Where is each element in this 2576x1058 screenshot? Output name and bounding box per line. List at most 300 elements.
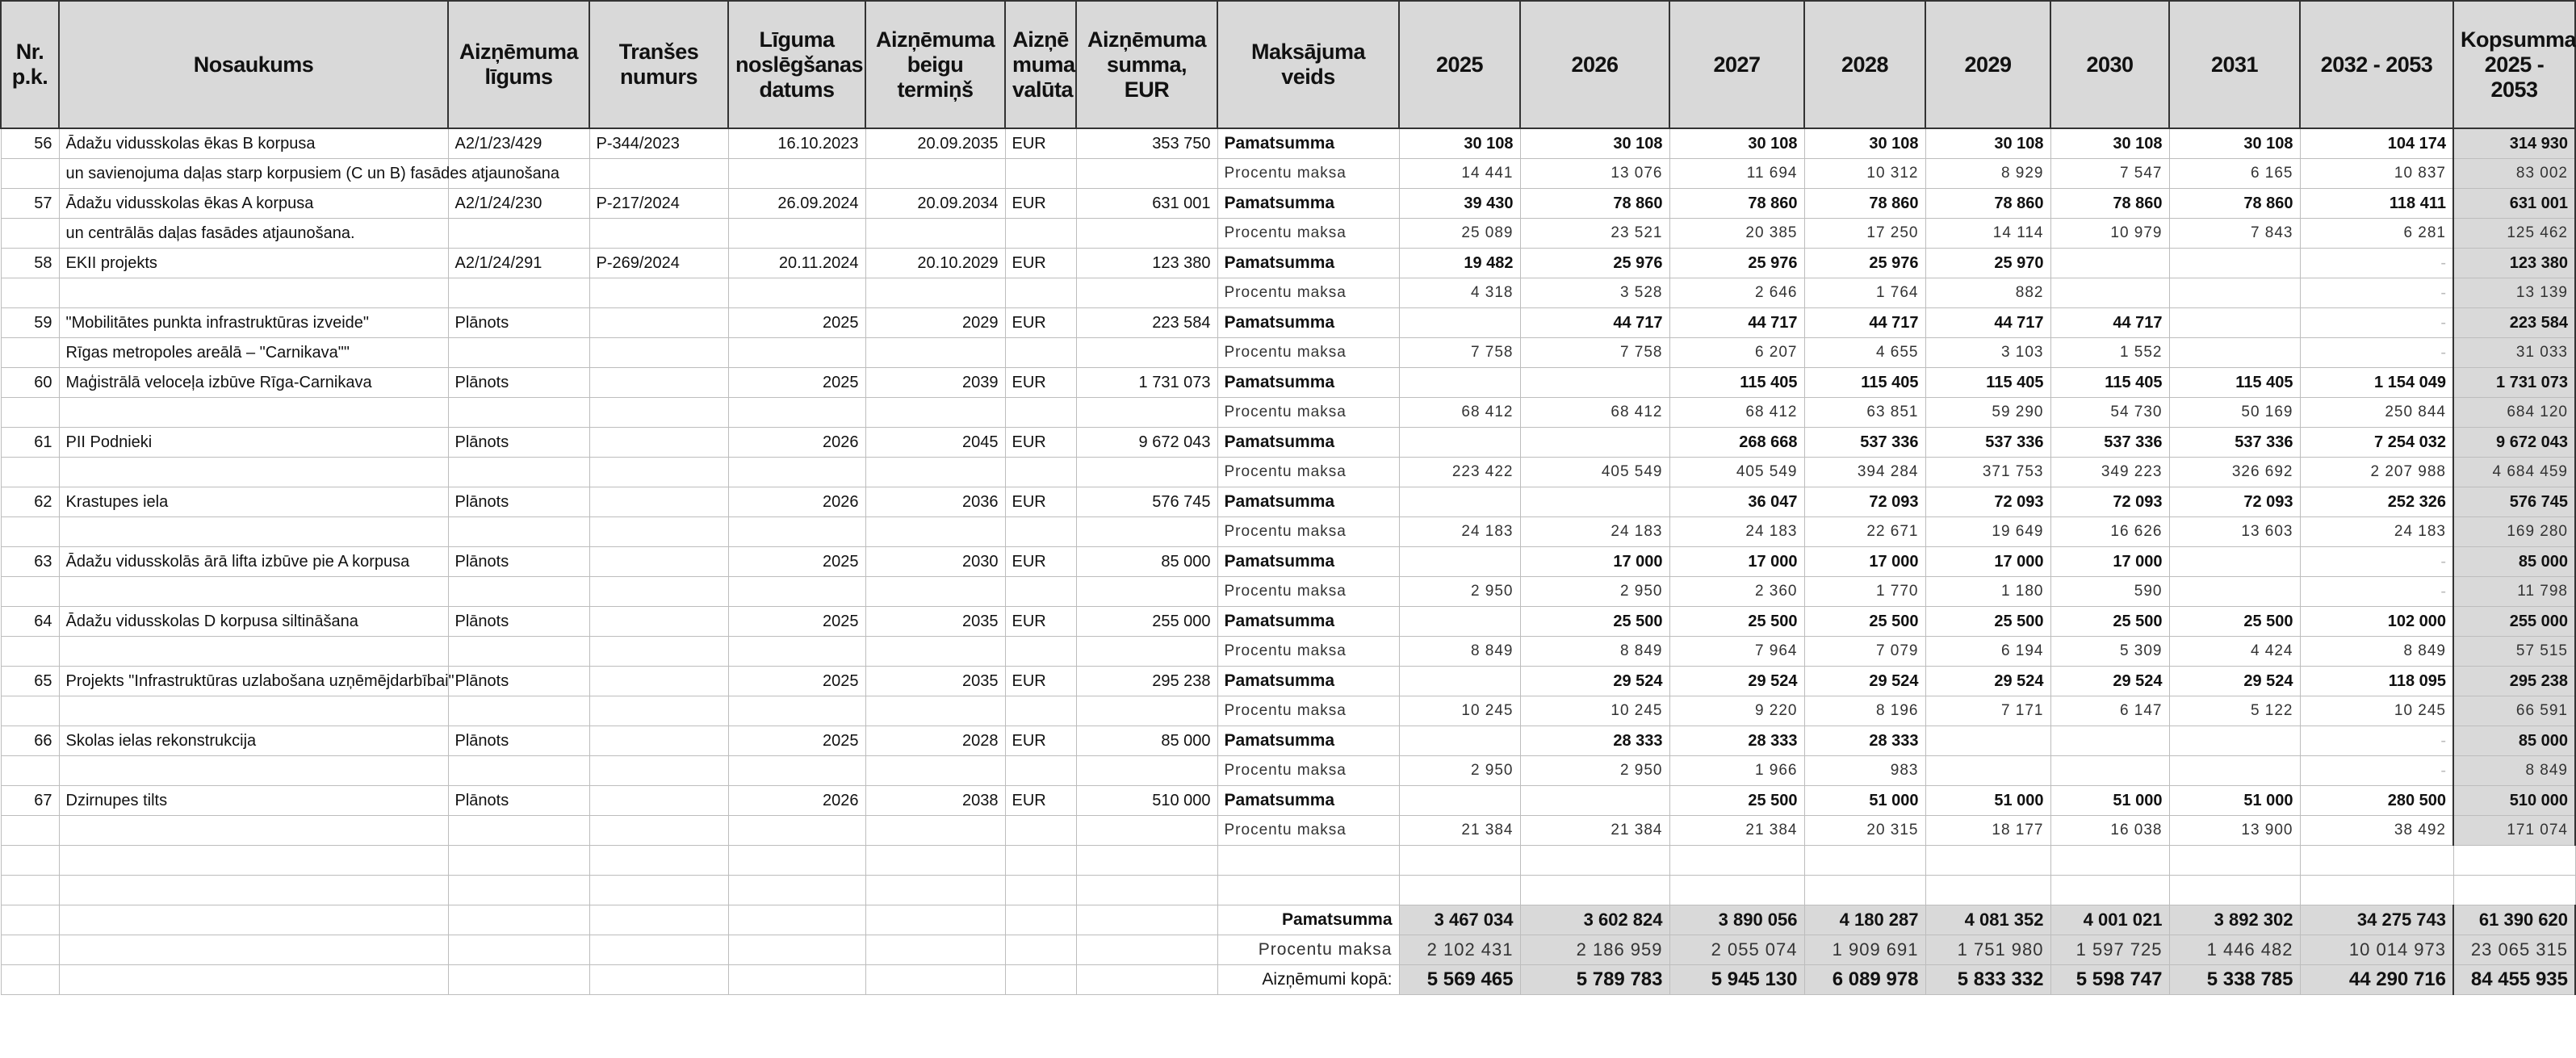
project-name-cont [59, 457, 448, 487]
interest-value: 13 900 [2169, 815, 2300, 845]
empty-cell [865, 905, 1005, 935]
empty-cell [1, 964, 59, 994]
principal-value: 72 093 [2169, 487, 2300, 516]
empty-cell [1399, 845, 1520, 875]
interest-value: 8 929 [1925, 158, 2050, 188]
interest-value: 22 671 [1804, 516, 1925, 546]
payment-type: Pamatsumma [1217, 367, 1399, 397]
interest-value: 7 964 [1669, 636, 1804, 666]
interest-value: 882 [1925, 278, 2050, 307]
interest-value: 6 147 [2050, 696, 2169, 726]
interest-total: 11 798 [2453, 576, 2575, 606]
principal-value: 51 000 [1804, 785, 1925, 815]
loan-sum: 223 584 [1076, 307, 1217, 337]
principal-value: - [2300, 546, 2453, 576]
empty-cell [1, 576, 59, 606]
principal-value [1520, 487, 1669, 516]
row-number: 66 [1, 726, 59, 755]
row-number: 57 [1, 188, 59, 218]
empty-cell [448, 935, 589, 964]
empty-cell [728, 905, 865, 935]
empty-cell [2300, 845, 2453, 875]
project-name: Ādažu vidusskolas ēkas B korpusa [59, 128, 448, 158]
agreement-date: 2025 [728, 307, 865, 337]
empty-cell [448, 516, 589, 546]
empty-cell [448, 905, 589, 935]
agreement-number: Plānots [448, 546, 589, 576]
empty-cell [1520, 875, 1669, 905]
interest-value [2169, 755, 2300, 785]
table-row [1, 158, 2575, 188]
empty-cell [1005, 397, 1076, 427]
blank-row [1, 875, 2575, 905]
table-row [1, 696, 2575, 726]
principal-value: 51 000 [2169, 785, 2300, 815]
table-row [1, 248, 2575, 278]
interest-value: 8 849 [1399, 636, 1520, 666]
totals-value: 10 014 973 [2300, 935, 2453, 964]
empty-cell [448, 755, 589, 785]
table-row [1, 188, 2575, 218]
totals-value: 84 455 935 [2453, 964, 2575, 994]
loan-sum: 9 672 043 [1076, 427, 1217, 457]
empty-cell [865, 696, 1005, 726]
interest-value: 326 692 [2169, 457, 2300, 487]
table-row [1, 815, 2575, 845]
totals-value: 3 602 824 [1520, 905, 1669, 935]
interest-value: 68 412 [1669, 397, 1804, 427]
totals-value: 23 065 315 [2453, 935, 2575, 964]
principal-total: 295 238 [2453, 666, 2575, 696]
end-date: 2039 [865, 367, 1005, 397]
table-row [1, 726, 2575, 755]
interest-value: 11 694 [1669, 158, 1804, 188]
interest-value: 21 384 [1399, 815, 1520, 845]
payment-type: Procentu maksa [1217, 218, 1399, 248]
principal-value [2169, 307, 2300, 337]
empty-cell [1, 218, 59, 248]
principal-value: 78 860 [1669, 188, 1804, 218]
empty-cell [1669, 845, 1804, 875]
empty-cell [1, 457, 59, 487]
loan-sum: 631 001 [1076, 188, 1217, 218]
interest-value: 18 177 [1925, 815, 2050, 845]
header-name: Nosaukums [59, 1, 448, 128]
principal-value: 17 000 [2050, 546, 2169, 576]
payment-type: Procentu maksa [1217, 516, 1399, 546]
interest-value: 983 [1804, 755, 1925, 785]
header-date: Līguma noslēgšanas datums [728, 1, 865, 128]
principal-value: 29 524 [1669, 666, 1804, 696]
end-date: 2028 [865, 726, 1005, 755]
interest-value [2050, 755, 2169, 785]
empty-cell [1076, 457, 1217, 487]
project-name-cont [59, 576, 448, 606]
row-number: 62 [1, 487, 59, 516]
interest-value: 4 318 [1399, 278, 1520, 307]
table-row [1, 397, 2575, 427]
principal-value: 115 405 [1925, 367, 2050, 397]
interest-total: 31 033 [2453, 337, 2575, 367]
row-number: 59 [1, 307, 59, 337]
end-date: 2038 [865, 785, 1005, 815]
empty-cell [448, 875, 589, 905]
interest-value: 24 183 [1399, 516, 1520, 546]
interest-value: 10 312 [1804, 158, 1925, 188]
interest-value: 24 183 [1669, 516, 1804, 546]
empty-cell [1076, 397, 1217, 427]
currency: EUR [1005, 606, 1076, 636]
principal-value [1399, 307, 1520, 337]
interest-value: 7 758 [1399, 337, 1520, 367]
payment-type: Procentu maksa [1217, 576, 1399, 606]
principal-value: 51 000 [1925, 785, 2050, 815]
interest-value: 2 950 [1520, 576, 1669, 606]
interest-value [2169, 576, 2300, 606]
interest-value: 10 245 [1399, 696, 1520, 726]
principal-value: 51 000 [2050, 785, 2169, 815]
agreement-date: 2026 [728, 785, 865, 815]
agreement-number: Plānots [448, 367, 589, 397]
payment-type: Pamatsumma [1217, 546, 1399, 576]
interest-value: 1 180 [1925, 576, 2050, 606]
row-number: 63 [1, 546, 59, 576]
empty-cell [1, 935, 59, 964]
project-name-cont [59, 636, 448, 666]
totals-value: 1 597 725 [2050, 935, 2169, 964]
interest-value: 13 076 [1520, 158, 1669, 188]
interest-total: 66 591 [2453, 696, 2575, 726]
empty-cell [1669, 875, 1804, 905]
empty-cell [59, 935, 448, 964]
end-date: 20.09.2035 [865, 128, 1005, 158]
agreement-number: Plānots [448, 427, 589, 457]
totals-value: 5 945 130 [1669, 964, 1804, 994]
payment-type: Pamatsumma [1217, 188, 1399, 218]
empty-cell [2453, 875, 2575, 905]
interest-value: 50 169 [2169, 397, 2300, 427]
end-date: 2030 [865, 546, 1005, 576]
interest-value: 2 646 [1669, 278, 1804, 307]
agreement-number: Plānots [448, 487, 589, 516]
totals-value: 2 186 959 [1520, 935, 1669, 964]
header-year: 2027 [1669, 1, 1804, 128]
interest-value: 54 730 [2050, 397, 2169, 427]
table-row [1, 666, 2575, 696]
row-number: 58 [1, 248, 59, 278]
empty-cell [1, 278, 59, 307]
principal-value: 72 093 [1804, 487, 1925, 516]
empty-cell [1925, 845, 2050, 875]
loan-sum: 576 745 [1076, 487, 1217, 516]
principal-value: 30 108 [2169, 128, 2300, 158]
principal-value: 30 108 [1399, 128, 1520, 158]
table-row [1, 278, 2575, 307]
principal-value: 537 336 [2169, 427, 2300, 457]
project-name-cont [59, 696, 448, 726]
agreement-number: Plānots [448, 606, 589, 636]
principal-value: 17 000 [1669, 546, 1804, 576]
principal-value: 30 108 [2050, 128, 2169, 158]
empty-cell [728, 636, 865, 666]
empty-cell [589, 457, 728, 487]
empty-cell [865, 845, 1005, 875]
empty-cell [865, 964, 1005, 994]
interest-value: 405 549 [1520, 457, 1669, 487]
principal-value: 28 333 [1804, 726, 1925, 755]
agreement-date: 2026 [728, 427, 865, 457]
interest-value: 8 849 [1520, 636, 1669, 666]
tranche-number: P-217/2024 [589, 188, 728, 218]
principal-value: 25 970 [1925, 248, 2050, 278]
loan-sum: 85 000 [1076, 546, 1217, 576]
empty-cell [59, 905, 448, 935]
row-number: 67 [1, 785, 59, 815]
currency: EUR [1005, 427, 1076, 457]
project-name-cont [59, 397, 448, 427]
agreement-date: 26.09.2024 [728, 188, 865, 218]
interest-value: 1 770 [1804, 576, 1925, 606]
empty-cell [1804, 875, 1925, 905]
empty-cell [1520, 845, 1669, 875]
table-row [1, 457, 2575, 487]
principal-total: 123 380 [2453, 248, 2575, 278]
payment-type: Pamatsumma [1217, 487, 1399, 516]
principal-value: 252 326 [2300, 487, 2453, 516]
empty-cell [1, 875, 59, 905]
tranche-number [589, 367, 728, 397]
interest-value: 4 655 [1804, 337, 1925, 367]
principal-value: 30 108 [1804, 128, 1925, 158]
interest-value: 38 492 [2300, 815, 2453, 845]
currency: EUR [1005, 666, 1076, 696]
payment-type: Procentu maksa [1217, 696, 1399, 726]
principal-value: 280 500 [2300, 785, 2453, 815]
payment-type: Pamatsumma [1217, 726, 1399, 755]
principal-value [1399, 726, 1520, 755]
interest-value [2050, 278, 2169, 307]
principal-value [2169, 248, 2300, 278]
principal-value: 29 524 [2169, 666, 2300, 696]
tranche-number [589, 307, 728, 337]
totals-label: Pamatsumma [1217, 905, 1399, 935]
principal-value [1399, 546, 1520, 576]
empty-cell [728, 845, 865, 875]
currency: EUR [1005, 487, 1076, 516]
loan-sum: 255 000 [1076, 606, 1217, 636]
totals-label: Procentu maksa [1217, 935, 1399, 964]
header-total: Kopsumma 2025 - 2053 [2453, 1, 2575, 128]
header-type: Maksājuma veids [1217, 1, 1399, 128]
table-row [1, 546, 2575, 576]
header-end: Aizņēmuma beigu termiņš [865, 1, 1005, 128]
principal-value: 44 717 [1669, 307, 1804, 337]
empty-cell [448, 337, 589, 367]
end-date: 20.09.2034 [865, 188, 1005, 218]
empty-cell [865, 935, 1005, 964]
interest-value: - [2300, 278, 2453, 307]
empty-cell [589, 576, 728, 606]
header-tranche: Tranšes numurs [589, 1, 728, 128]
empty-cell [1076, 278, 1217, 307]
empty-cell [728, 935, 865, 964]
principal-value [1399, 487, 1520, 516]
principal-value: 72 093 [2050, 487, 2169, 516]
empty-cell [589, 696, 728, 726]
empty-cell [1076, 516, 1217, 546]
empty-cell [1925, 875, 2050, 905]
empty-cell [1076, 158, 1217, 188]
project-name-cont: un savienojuma daļas starp korpusiem (C un B) fasādes atjaunošana [59, 158, 448, 188]
interest-total: 684 120 [2453, 397, 2575, 427]
table-row [1, 755, 2575, 785]
currency: EUR [1005, 367, 1076, 397]
empty-cell [1005, 636, 1076, 666]
empty-cell [2050, 875, 2169, 905]
empty-cell [1076, 845, 1217, 875]
empty-cell [589, 845, 728, 875]
payment-type: Procentu maksa [1217, 397, 1399, 427]
interest-value: 1 966 [1669, 755, 1804, 785]
agreement-number: A2/1/24/230 [448, 188, 589, 218]
interest-value: 590 [2050, 576, 2169, 606]
empty-cell [1076, 905, 1217, 935]
end-date: 2035 [865, 606, 1005, 636]
empty-cell [1005, 696, 1076, 726]
currency: EUR [1005, 546, 1076, 576]
interest-value: 7 843 [2169, 218, 2300, 248]
totals-value: 44 290 716 [2300, 964, 2453, 994]
project-name: Maģistrālā veloceļa izbūve Rīga-Carnikava [59, 367, 448, 397]
principal-value: - [2300, 248, 2453, 278]
empty-cell [1005, 815, 1076, 845]
principal-value [1520, 427, 1669, 457]
interest-value: 8 196 [1804, 696, 1925, 726]
principal-value: 78 860 [1925, 188, 2050, 218]
principal-total: 1 731 073 [2453, 367, 2575, 397]
project-name-cont: Rīgas metropoles areālā – "Carnikava"" [59, 337, 448, 367]
empty-cell [728, 278, 865, 307]
interest-value: 14 114 [1925, 218, 2050, 248]
row-number: 60 [1, 367, 59, 397]
header-sum: Aizņēmuma summa, EUR [1076, 1, 1217, 128]
empty-cell [865, 457, 1005, 487]
principal-value: 28 333 [1520, 726, 1669, 755]
empty-cell [2169, 845, 2300, 875]
empty-cell [589, 964, 728, 994]
principal-value: 115 405 [1804, 367, 1925, 397]
interest-value: 371 753 [1925, 457, 2050, 487]
empty-cell [1, 158, 59, 188]
interest-value: - [2300, 337, 2453, 367]
empty-cell [589, 516, 728, 546]
interest-value: 19 649 [1925, 516, 2050, 546]
totals-value: 1 909 691 [1804, 935, 1925, 964]
empty-cell [1076, 875, 1217, 905]
totals-value: 61 390 620 [2453, 905, 2575, 935]
end-date: 20.10.2029 [865, 248, 1005, 278]
tranche-number [589, 726, 728, 755]
interest-value: 7 758 [1520, 337, 1669, 367]
principal-value: 25 500 [1669, 785, 1804, 815]
interest-value: 223 422 [1399, 457, 1520, 487]
interest-value: 21 384 [1520, 815, 1669, 845]
end-date: 2036 [865, 487, 1005, 516]
tranche-number [589, 606, 728, 636]
principal-value: 36 047 [1669, 487, 1804, 516]
interest-value: 2 207 988 [2300, 457, 2453, 487]
interest-value: 24 183 [1520, 516, 1669, 546]
principal-value [2050, 726, 2169, 755]
principal-value: 29 524 [1520, 666, 1669, 696]
totals-value: 5 569 465 [1399, 964, 1520, 994]
header-agreement: Aizņēmuma līgums [448, 1, 589, 128]
interest-value: 1 764 [1804, 278, 1925, 307]
agreement-date: 2025 [728, 666, 865, 696]
empty-cell [448, 815, 589, 845]
payment-type: Procentu maksa [1217, 815, 1399, 845]
payment-type: Pamatsumma [1217, 248, 1399, 278]
empty-cell [448, 636, 589, 666]
interest-value: 9 220 [1669, 696, 1804, 726]
currency: EUR [1005, 128, 1076, 158]
principal-value: 25 976 [1520, 248, 1669, 278]
end-date: 2045 [865, 427, 1005, 457]
end-date: 2035 [865, 666, 1005, 696]
empty-cell [1217, 875, 1399, 905]
project-name: Skolas ielas rekonstrukcija [59, 726, 448, 755]
principal-value [1399, 606, 1520, 636]
interest-value: 63 851 [1804, 397, 1925, 427]
empty-cell [1005, 457, 1076, 487]
principal-value: 115 405 [2050, 367, 2169, 397]
totals-value: 5 338 785 [2169, 964, 2300, 994]
blank-row [1, 845, 2575, 875]
interest-value: 16 038 [2050, 815, 2169, 845]
project-name-cont [59, 815, 448, 845]
interest-value: 20 385 [1669, 218, 1804, 248]
principal-value: 25 500 [1804, 606, 1925, 636]
table-row [1, 218, 2575, 248]
empty-cell [1076, 935, 1217, 964]
payment-type: Procentu maksa [1217, 636, 1399, 666]
principal-value: 44 717 [1520, 307, 1669, 337]
table-row [1, 367, 2575, 397]
empty-cell [1804, 845, 1925, 875]
empty-cell [865, 158, 1005, 188]
empty-cell [728, 696, 865, 726]
principal-value: 17 000 [1925, 546, 2050, 576]
principal-value: 25 500 [1669, 606, 1804, 636]
table-row [1, 427, 2575, 457]
principal-value: 29 524 [2050, 666, 2169, 696]
empty-cell [1076, 696, 1217, 726]
tranche-number [589, 666, 728, 696]
empty-cell [728, 457, 865, 487]
principal-value: 30 108 [1925, 128, 2050, 158]
row-number: 61 [1, 427, 59, 457]
header-year: 2031 [2169, 1, 2300, 128]
interest-value: 5 309 [2050, 636, 2169, 666]
empty-cell [1, 636, 59, 666]
agreement-number: Plānots [448, 726, 589, 755]
agreement-date: 2026 [728, 487, 865, 516]
empty-cell [728, 815, 865, 845]
totals-value: 1 751 980 [1925, 935, 2050, 964]
totals-value: 4 081 352 [1925, 905, 2050, 935]
empty-cell [728, 397, 865, 427]
interest-value: 68 412 [1399, 397, 1520, 427]
